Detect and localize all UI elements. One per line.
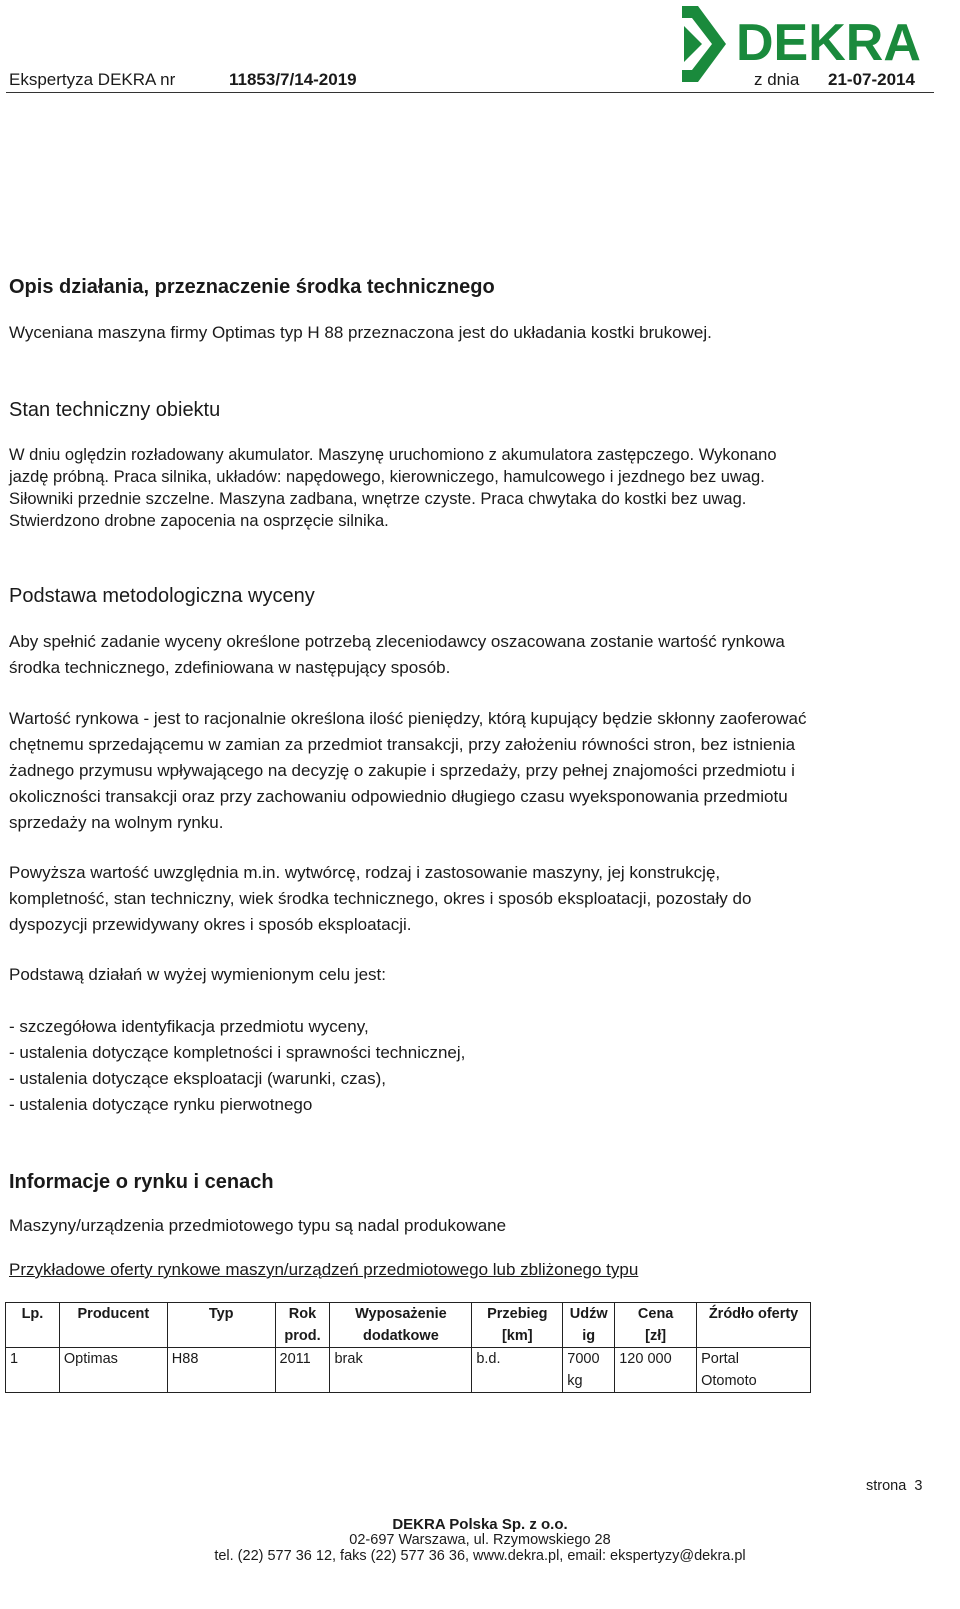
logo-text: DEKRA: [736, 14, 921, 72]
table-header-row: [6, 1303, 811, 1348]
offers-table: [5, 1302, 811, 1393]
list-item: - szczegółowa identyfikacja przedmiotu wyceny,: [9, 1017, 369, 1036]
page-label: strona: [866, 1478, 907, 1494]
col-header-lp: Lp.: [6, 1303, 60, 1348]
col-header-type: Typ: [167, 1303, 275, 1348]
description-text: Wyceniana maszyna firmy Optimas typ H 88 przeznaczona jest do układania kostki brukowej.: [9, 323, 712, 342]
col-header-equipment: Wyposażenie dodatkowe: [330, 1303, 472, 1348]
date-label: z dnia: [754, 70, 800, 89]
dekra-logo: [676, 4, 938, 84]
section-title-description: Opis działania, przeznaczenie środka technicznego: [9, 276, 495, 298]
section-title-methodology: Podstawa metodologiczna wyceny: [9, 585, 315, 607]
expertise-label: Ekspertyza DEKRA nr: [9, 70, 176, 89]
expertise-date: 21-07-2014: [828, 70, 915, 89]
section-title-market: Informacje o rynku i cenach: [9, 1171, 274, 1193]
footer-contact: tel. (22) 577 36 12, faks (22) 577 36 36, www.dekra.pl, email: ekspertyzy@dekra.pl: [214, 1548, 746, 1564]
expertise-number: 11853/7/14-2019: [229, 70, 357, 89]
methodology-list: [9, 1014, 931, 1118]
methodology-para2: Wartość rynkowa - jest to racjonalnie określona ilość pieniędzy, którą kupujący będzie skłonny zaoferować chętnemu sprzedającemu w zamian za przedmiot transakcji, przy założeniu równości stron, bez istnienia żadnego przymusu wpływającego na decyzję o zakupie i sprzedaży, przy pełnej znajomości przedmiotu i okoliczności transakcji oraz przy zachowaniu odpowiednio długiego czasu wyeksponowania przedmiotu sprzedaży na wolnym rynku.: [9, 709, 807, 832]
footer-address: 02-697 Warszawa, ul. Rzymowskiego 28: [349, 1532, 611, 1548]
dekra-logo-icon: [676, 4, 938, 84]
page-number: [866, 1478, 922, 1494]
cell-type: H88: [167, 1348, 275, 1393]
cell-mileage: b.d.: [472, 1348, 563, 1393]
cell-lp: 1: [6, 1348, 60, 1393]
col-header-price: Cena [zł]: [615, 1303, 697, 1348]
page-number-value: 3: [914, 1478, 923, 1494]
col-header-year: Rok prod.: [275, 1303, 330, 1348]
cell-price: 120 000: [615, 1348, 697, 1393]
market-text: Maszyny/urządzenia przedmiotowego typu są nadal produkowane: [9, 1216, 507, 1235]
cell-equipment: brak: [330, 1348, 472, 1393]
cell-capacity: 7000 kg: [563, 1348, 615, 1393]
section-title-condition: Stan techniczny obiektu: [9, 399, 221, 421]
methodology-para1: Aby spełnić zadanie wyceny określone potrzebą zleceniodawcy oszacowana zostanie wartość rynkowa środka technicznego, zdefiniowana w następujący sposób.: [9, 632, 785, 677]
list-item: - ustalenia dotyczące eksploatacji (warunki, czas),: [9, 1069, 386, 1088]
list-item: - ustalenia dotyczące rynku pierwotnego: [9, 1095, 313, 1114]
col-header-capacity: Udźw ig: [563, 1303, 615, 1348]
list-item: - ustalenia dotyczące kompletności i sprawności technicznej,: [9, 1043, 466, 1062]
col-header-producer: Producent: [59, 1303, 167, 1348]
condition-text: W dniu oględzin rozładowany akumulator. Maszynę uruchomiono z akumulatora zastępczego. Wykonano jazdę próbną. Praca silnika, układów: napędowego, kierowniczego, hamulcowego i jezdnego bez uwag. Siłowniki przednie szczelne. Maszyna zadbana, wnętrze czyste. Praca chwytaka do kostki bez uwag. Stwierdzono drobne zapocenia na osprzęcie silnika.: [9, 446, 777, 530]
methodology-para3: Powyższa wartość uwzględnia m.in. wytwórcę, rodzaj i zastosowanie maszyny, jej konstrukcję, kompletność, stan techniczny, wiek środka technicznego, okres i sposób eksploatacji, pozostały do dyspozycji przewidywany okres i sposób eksploatacji.: [9, 863, 752, 934]
footer-company: DEKRA Polska Sp. z o.o.: [392, 1516, 568, 1533]
market-offers-subtitle: Przykładowe oferty rynkowe maszyn/urządzeń przedmiotowego lub zbliżonego typu: [9, 1260, 639, 1279]
table-row: [6, 1348, 811, 1393]
cell-year: 2011: [275, 1348, 330, 1393]
col-header-source: Źródło oferty: [697, 1303, 811, 1348]
col-header-mileage: Przebieg [km]: [472, 1303, 563, 1348]
methodology-para4: Podstawą działań w wyżej wymienionym celu jest:: [9, 965, 386, 984]
header-divider: [6, 92, 934, 93]
cell-source: Portal Otomoto: [697, 1348, 811, 1393]
cell-producer: Optimas: [59, 1348, 167, 1393]
